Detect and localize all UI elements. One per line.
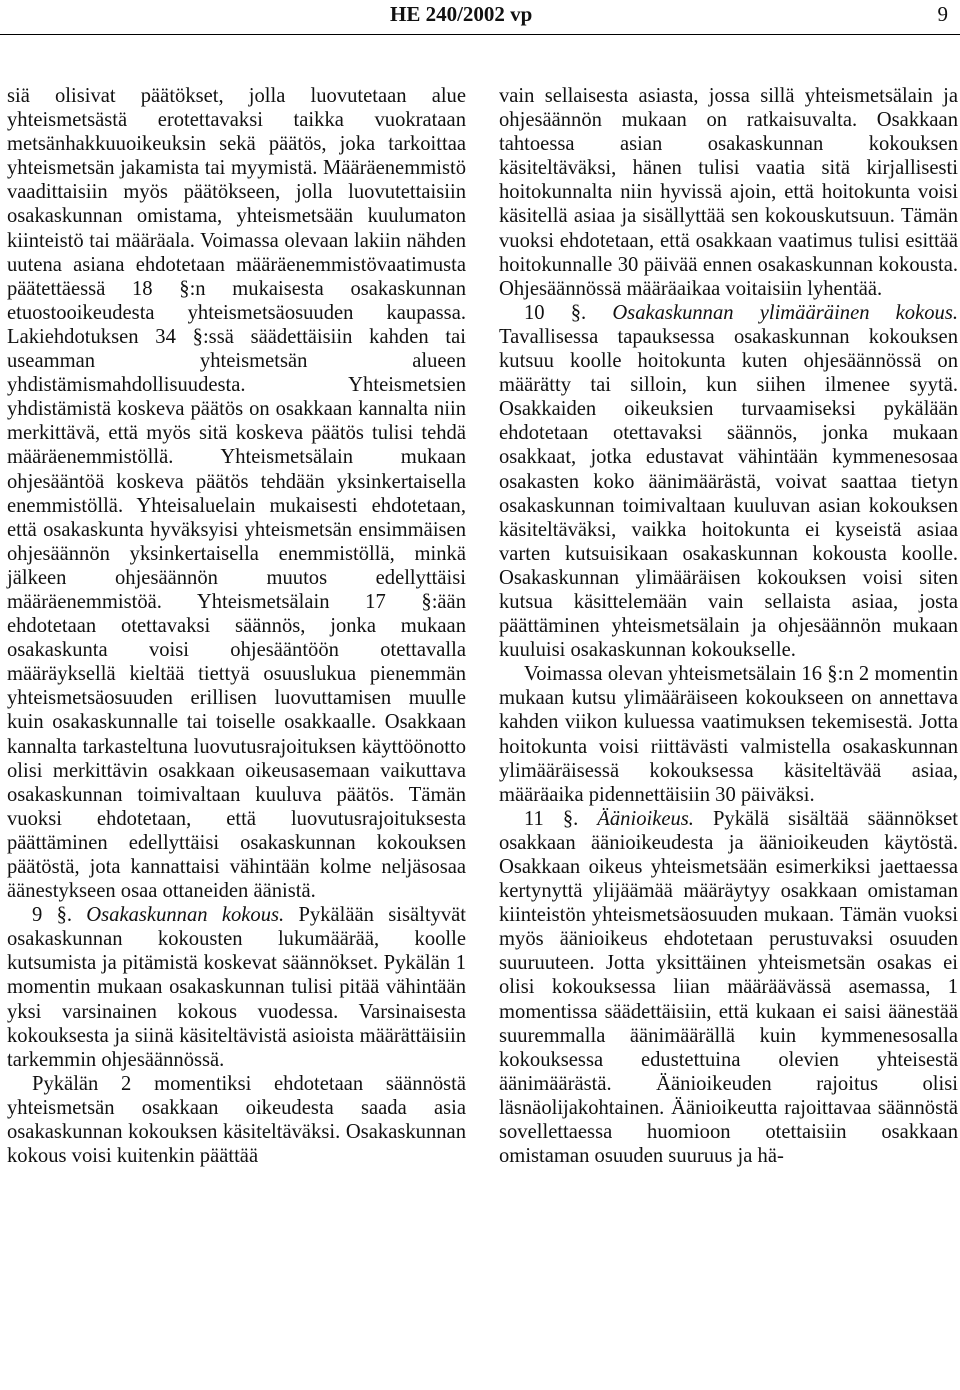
section-number: 11 §. <box>524 807 598 830</box>
left-column <box>7 84 466 1168</box>
section-10-paragraph <box>499 301 958 662</box>
section-number: 10 §. <box>524 301 613 324</box>
section-title: Osakaskunnan kokous. <box>86 904 285 927</box>
paragraph: vain sellaisesta asiasta, jossa sillä yhteismetsälain ja ohjesäännön mukaan on ratkaisuvalta. Osakkaan tahtoessa asian osakaskunnan kokouksen käsiteltäväksi, hänen tulisi vaatia sitä kirjallisesti hoitokunnalta niin hyvissä ajoin, että hoitokunta voisi käsitellä asiaa ja sisällyttää sen kokouskutsuun. Tämän vuoksi ehdotetaan, että osakkaan vaatimus tulisi esittää hoitokunnalle 30 päivää ennen osakaskunnan kokousta. Ohjesäännössä määräaikaa voitaisiin lyhentää. <box>499 85 958 300</box>
section-number: 9 §. <box>32 904 87 927</box>
section-body: Pykälä sisältää säännökset osakkaan äänioikeudesta ja äänioikeuden käytöstä. Osakkaan oikeus yhteismetsään esimerkiksi jaettaessa kertynyttä ylijäämää määräytyy osakkaan omistaman kiinteistön yhteismetsäosuuden mukaan. Tämän vuoksi myös äänioikeus ehdotetaan perustuvaksi osuuden suuruuteen. Jotta yksittäinen yhteismetsän osakas ei olisi kokouksessa liian määräävässä asemassa, 1 momentissa säädettäisiin, että kukaan ei saisi äänestää suuremmalla äänimäärällä kuin kymmenesosalla kokouksessa edustettuina olevien yhteisestä äänimäärästä. Äänioikeuden rajoitus olisi läsnäolijakohtainen. Äänioikeutta rajoittavaa säännöstä sovellettaessa huomioon otettaisiin osakkaan omistaman osuuden suuruus ja hä- <box>499 807 958 1168</box>
section-body: Tavallisessa tapauksessa osakaskunnan kokouksen kutsuu koolle hoitokunta kuten ohjesäännössä on määrätty tai silloin, kun siihen ilmenee syytä. Osakkaiden oikeuksien turvaamiseksi pykälään ehdotetaan otettavaksi säännös, jonka mukaan osakkaat, jotka edustavat vähintään kymmenesosaa osakasten koko äänimäärästä, voivat saattaa tietyn osakaskunnan toimivaltaan kuuluvan asian kokouksen käsiteltäväksi, vaikka hoitokunta ei kyseistä asiaa varten kutsuisikaan osakaskunnan kokousta koolle. Osakaskunnan ylimääräisen kokouksen voisi siten kutsua käsittelemään vain sellaista asiaa, josta päättäminen yhteismetsälain ja ohjesäännön mukaan kuuluisi osakaskunnan kokoukselle. <box>499 325 958 662</box>
section-body: Pykälään sisältyvät osakaskunnan kokousten lukumäärää, koolle kutsumista ja pitämistä koskevat säännökset. Pykälän 1 momentin mukaan osakaskunnan tulisi pitää vähintään yksi varsinainen kokous vuodessa. Varsinaisesta kokouksesta ja siinä käsiteltävistä asioista määrättäisiin tarkemmin ohjesäännössä. <box>7 904 466 1071</box>
right-column <box>499 84 958 1168</box>
paragraph: siä olisivat päätökset, jolla luovutetaan alue yhteismetsästä erotettavaksi taikka vuokrataan metsänhakkuuoikeuksin sekä päätös, joka tarkoittaa yhteismetsän jakamista tai myymistä. Määräenemmistö vaadittaisiin myös päätökseen, jolla luovutettaisiin osakaskunnan omistama, yhteismetsään kuulumaton kiinteistö tai määräala. Voimassa olevaan lakiin nähden uutena asiana ehdotetaan määräenemmistövaatimusta päätettäessä 18 §:n mukaisesta osakaskunnan etuostooikeudesta yhteismetsäosuuden kaupassa. Lakiehdotuksen 34 §:ssä säädettäisiin kahden tai useamman yhteismetsän alueen yhdistämismahdollisuudesta. Yhteismetsien yhdistämistä koskeva päätös on osakkaan kannalta niin merkittävä, että myös sitä koskeva päätös tulisi tehdä määräenemmistöllä. Yhteismetsälain mukaan ohjesääntöä koskeva päätös tehdään yksinkertaisella enemmistöllä. Yhteisaluelain mukaisesti ehdotetaan, että osakaskunta hyväksyisi yhteismetsän ensimmäisen ohjesäännön yksinkertaisella enemmistöllä, minkä jälkeen ohjesäännön muutos edellyttäisi määräenemmistöä. Yhteismetsälain 17 §:ään ehdotetaan otettavaksi säännös, jonka mukaan osakaskunta voisi ohjesääntöön otettavalla määräyksellä kieltää tiettyä osuuslukua pienemmän yhteismetsäosuuden erillisen luovuttamisen muulle kuin osakaskunnalle tai toiselle osakkaalle. Osakkaan kannalta tarkasteltuna luovutusrajoituksen käyttöönotto olisi merkittävin osakkaan oikeusasemaan vaikuttava osakaskunnan toimivaltaan kuuluva päätös. Tämän vuoksi ehdotetaan, että luovutusrajoituksesta päättäminen edellyttäisi osakaskunnan kokouksen päätöstä, jota kannattaisi vähintään kolme neljäsosaa äänestykseen osaa ottaneiden äänistä. <box>7 85 466 903</box>
paragraph: Pykälän 2 momentiksi ehdotetaan säännöstä yhteismetsän osakkaan oikeudesta saada asia osakaskunnan kokouksen käsiteltäväksi. Osakaskunnan kokous voisi kuitenkin päättää <box>7 1072 466 1168</box>
document-id: HE 240/2002 vp <box>390 2 533 26</box>
page-number: 9 <box>937 2 948 26</box>
section-11-paragraph <box>499 807 958 1168</box>
section-title: Äänioikeus. <box>597 807 694 830</box>
section-title: Osakaskunnan ylimääräinen kokous. <box>612 301 958 324</box>
paragraph: Voimassa olevan yhteismetsälain 16 §:n 2 momentin mukaan kutsu ylimääräiseen kokoukseen on annettava kahden viikon kuluessa vaatimuksen tekemisestä. Jotta hoitokunta voisi riittävästi valmistella osakaskunnan ylimääräisessä kokouksessa käsiteltävää asiaa, määräaika pidennettäisiin 30 päiväksi. <box>499 663 958 806</box>
page-header <box>0 0 960 36</box>
header-rule <box>0 34 960 35</box>
section-9-paragraph <box>7 903 466 1072</box>
